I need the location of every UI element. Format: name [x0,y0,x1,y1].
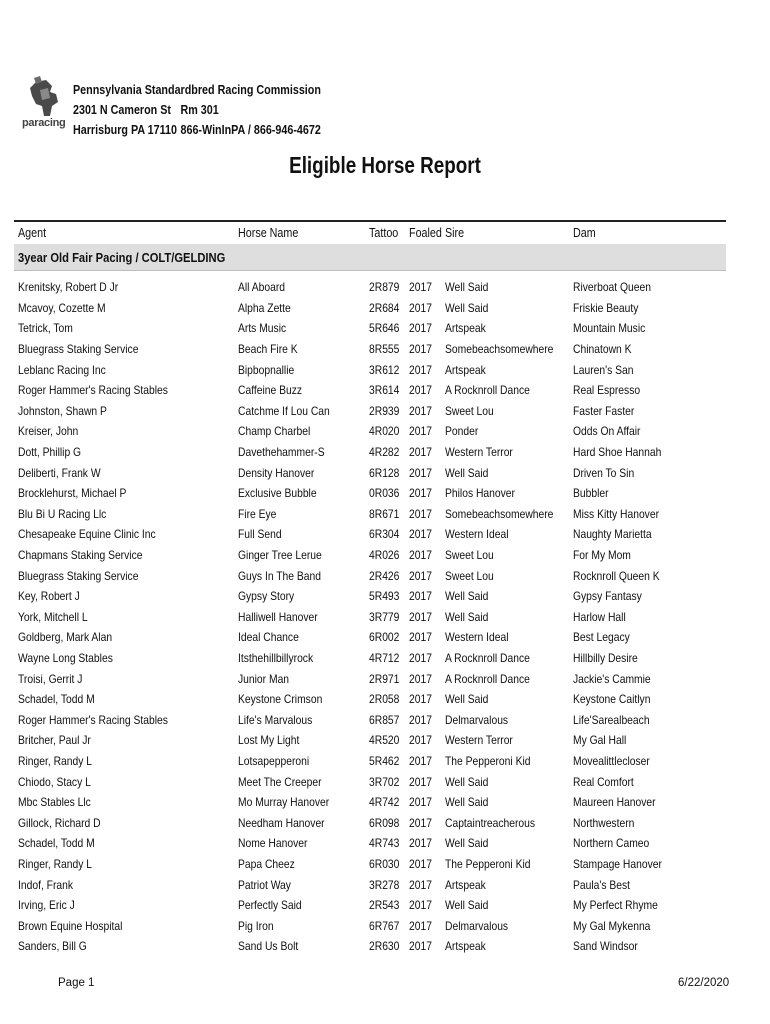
table-row [14,751,726,772]
cell-horse-name: Fire Eye [238,506,277,521]
table-row [14,401,726,422]
cell-dam: Sand Windsor [573,939,638,954]
cell-sire: Well Said [445,774,489,789]
cell-foaled: 2017 [409,383,432,398]
table-row [14,627,726,648]
table-row [14,854,726,875]
cell-dam: Movealittlecloser [573,753,650,768]
table-row [14,689,726,710]
cell-foaled: 2017 [409,589,432,604]
cell-sire: Well Said [445,898,489,913]
cell-dam: Chinatown K [573,342,632,357]
cell-foaled: 2017 [409,692,432,707]
table-row [14,483,726,504]
cell-dam: Mountain Music [573,321,646,336]
cell-tattoo: 4R712 [369,650,400,665]
cell-foaled: 2017 [409,609,432,624]
cell-agent: Sanders, Bill G [18,939,87,954]
cell-sire: Well Said [445,465,489,480]
cell-sire: Artspeak [445,877,486,892]
cell-agent: Schadel, Todd M [18,836,95,851]
cell-dam: Real Espresso [573,383,641,398]
table-row [14,442,726,463]
cell-dam: Northwestern [573,815,635,830]
cell-dam: My Perfect Rhyme [573,898,658,913]
cell-tattoo: 6R098 [369,815,400,830]
cell-sire: Western Terror [445,445,513,460]
cell-sire: A Rocknroll Dance [445,650,530,665]
cell-dam: Northern Cameo [573,836,650,851]
cell-agent: Deliberti, Frank W [18,465,101,480]
cell-dam: Rocknroll Queen K [573,568,660,583]
cell-dam: Bubbler [573,486,609,501]
cell-sire: Well Said [445,609,489,624]
table-row [14,277,726,298]
cell-tattoo: 5R493 [369,589,400,604]
cell-agent: Goldberg, Mark Alan [18,630,113,645]
cell-sire: A Rocknroll Dance [445,383,530,398]
cell-foaled: 2017 [409,939,432,954]
cell-foaled: 2017 [409,795,432,810]
cell-agent: Indof, Frank [18,877,74,892]
table-row [14,812,726,833]
cell-sire: Artspeak [445,362,486,377]
table-body [14,277,726,957]
cell-sire: Well Said [445,692,489,707]
cell-horse-name: All Aboard [238,280,286,295]
cell-sire: Delmarvalous [445,918,509,933]
cell-foaled: 2017 [409,280,432,295]
cell-sire: A Rocknroll Dance [445,671,530,686]
cell-sire: Sweet Lou [445,568,494,583]
cell-foaled: 2017 [409,630,432,645]
cell-agent: Brown Equine Hospital [18,918,123,933]
cell-agent: Schadel, Todd M [18,692,95,707]
cell-tattoo: 2R879 [369,280,400,295]
cell-dam: Odds On Affair [573,424,641,439]
cell-horse-name: Papa Cheez [238,856,295,871]
cell-agent: Chesapeake Equine Clinic Inc [18,527,156,542]
cell-dam: My Gal Hall [573,733,627,748]
cell-horse-name: Catchme If Lou Can [238,403,330,418]
cell-tattoo: 6R030 [369,856,400,871]
cell-tattoo: 8R671 [369,506,400,521]
cell-dam: Friskie Beauty [573,300,639,315]
table-row [14,607,726,628]
cell-agent: Roger Hammer's Racing Stables [18,712,168,727]
cell-agent: Ringer, Randy L [18,753,93,768]
cell-agent: York, Mitchell L [18,609,88,624]
cell-foaled: 2017 [409,403,432,418]
cell-foaled: 2017 [409,877,432,892]
cell-horse-name: Junior Man [238,671,290,686]
cell-tattoo: 4R026 [369,548,400,563]
cell-agent: Irving, Eric J [18,898,75,913]
table-row [14,504,726,525]
cell-dam: Maureen Hanover [573,795,656,810]
cell-foaled: 2017 [409,712,432,727]
table-row [14,524,726,545]
cell-agent: Krenitsky, Robert D Jr [18,280,119,295]
cell-horse-name: Full Send [238,527,282,542]
cell-sire: Artspeak [445,321,486,336]
cell-sire: Somebeachsomewhere [445,342,554,357]
cell-tattoo: 6R767 [369,918,400,933]
table-row [14,895,726,916]
cell-horse-name: Guys In The Band [238,568,322,583]
cell-horse-name: Beach Fire K [238,342,298,357]
cell-sire: Well Said [445,836,489,851]
cell-horse-name: Alpha Zette [238,300,291,315]
cell-agent: Leblanc Racing Inc [18,362,106,377]
cell-agent: Johnston, Shawn P [18,403,107,418]
cell-dam: Riverboat Queen [573,280,652,295]
cell-tattoo: 6R128 [369,465,400,480]
cell-tattoo: 2R543 [369,898,400,913]
cell-tattoo: 6R002 [369,630,400,645]
cell-sire: Delmarvalous [445,712,509,727]
cell-foaled: 2017 [409,424,432,439]
cell-agent: Tetrick, Tom [18,321,73,336]
cell-tattoo: 3R278 [369,877,400,892]
logo-wordmark: paracing [22,117,66,129]
cell-agent: Chiodo, Stacy L [18,774,91,789]
cell-horse-name: Caffeine Buzz [238,383,303,398]
table-row [14,668,726,689]
cell-agent: Mcavoy, Cozette M [18,300,106,315]
page-number: Page 1 [58,977,95,989]
cell-horse-name: Mo Murray Hanover [238,795,330,810]
cell-tattoo: 2R939 [369,403,400,418]
cell-horse-name: Gypsy Story [238,589,295,604]
phone-numbers: 866-WinInPA / 866-946-4672 [180,123,321,137]
cell-horse-name: Perfectly Said [238,898,302,913]
cell-tattoo: 4R742 [369,795,400,810]
cell-agent: Britcher, Paul Jr [18,733,91,748]
cell-foaled: 2017 [409,898,432,913]
cell-dam: Paula's Best [573,877,631,892]
cell-foaled: 2017 [409,300,432,315]
cell-sire: The Pepperoni Kid [445,753,531,768]
cell-tattoo: 8R555 [369,342,400,357]
org-name: Pennsylvania Standardbred Racing Commission [73,83,321,97]
cell-horse-name: Itsthehillbillyrock [238,650,314,665]
cell-sire: Western Terror [445,733,513,748]
table-row [14,874,726,895]
cell-sire: Sweet Lou [445,548,494,563]
cell-tattoo: 2R426 [369,568,400,583]
cell-dam: For My Mom [573,548,631,563]
table-row [14,648,726,669]
table-row [14,565,726,586]
table-row [14,915,726,936]
cell-tattoo: 6R304 [369,527,400,542]
cell-foaled: 2017 [409,527,432,542]
cell-sire: Western Ideal [445,527,509,542]
cell-agent: Wayne Long Stables [18,650,113,665]
col-sire: Sire [445,226,465,240]
table-row [14,298,726,319]
cell-sire: Artspeak [445,939,486,954]
cell-agent: Roger Hammer's Racing Stables [18,383,168,398]
cell-horse-name: Davethehammer-S [238,445,325,460]
cell-foaled: 2017 [409,362,432,377]
cell-sire: Captaintreacherous [445,815,536,830]
col-tattoo: Tattoo [369,226,399,240]
cell-tattoo: 5R462 [369,753,400,768]
cell-foaled: 2017 [409,733,432,748]
cell-horse-name: Halliwell Hanover [238,609,318,624]
cell-dam: Hillbilly Desire [573,650,638,665]
group-heading-label: 3year Old Fair Pacing / COLT/GELDING [18,249,226,265]
cell-foaled: 2017 [409,918,432,933]
cell-horse-name: Patriot Way [238,877,291,892]
cell-tattoo: 6R857 [369,712,400,727]
cell-foaled: 2017 [409,568,432,583]
cell-horse-name: Needham Hanover [238,815,325,830]
cell-horse-name: Bipbopnallie [238,362,295,377]
cell-dam: Lauren's San [573,362,634,377]
cell-dam: My Gal Mykenna [573,918,651,933]
cell-dam: Life'Sarealbeach [573,712,650,727]
cell-tattoo: 3R702 [369,774,400,789]
cell-sire: Well Said [445,300,489,315]
cell-foaled: 2017 [409,445,432,460]
cell-sire: Philos Hanover [445,486,515,501]
cell-dam: Stampage Hanover [573,856,662,871]
table-row [14,771,726,792]
group-heading [14,244,726,271]
cell-foaled: 2017 [409,465,432,480]
cell-horse-name: Arts Music [238,321,287,336]
table-row [14,792,726,813]
cell-agent: Dott, Phillip G [18,445,82,460]
cell-sire: Well Said [445,589,489,604]
cell-dam: Faster Faster [573,403,635,418]
cell-horse-name: Sand Us Bolt [238,939,299,954]
cell-agent: Key, Robert J [18,589,80,604]
table-row [14,709,726,730]
commission-address [73,80,321,140]
cell-dam: Real Comfort [573,774,634,789]
cell-foaled: 2017 [409,650,432,665]
city-state-zip: Harrisburg PA 17110 [73,123,177,137]
cell-horse-name: Pig Iron [238,918,274,933]
table-row [14,359,726,380]
cell-sire: Well Said [445,280,489,295]
table-row [14,462,726,483]
cell-horse-name: Lotsapepperoni [238,753,310,768]
col-horse-name: Horse Name [238,226,299,240]
cell-horse-name: Nome Hanover [238,836,308,851]
cell-agent: Troisi, Gerrit J [18,671,83,686]
cell-sire: Western Ideal [445,630,509,645]
cell-tattoo: 2R971 [369,671,400,686]
cell-dam: Jackie's Cammie [573,671,651,686]
cell-sire: Well Said [445,795,489,810]
cell-foaled: 2017 [409,486,432,501]
cell-horse-name: Ginger Tree Lerue [238,548,322,563]
cell-foaled: 2017 [409,548,432,563]
cell-dam: Gypsy Fantasy [573,589,642,604]
cell-agent: Kreiser, John [18,424,79,439]
cell-tattoo: 2R630 [369,939,400,954]
cell-dam: Hard Shoe Hannah [573,445,662,460]
cell-dam: Harlow Hall [573,609,626,624]
cell-tattoo: 4R743 [369,836,400,851]
cell-foaled: 2017 [409,321,432,336]
cell-dam: Best Legacy [573,630,630,645]
report-title: Eligible Horse Report [289,152,481,178]
cell-foaled: 2017 [409,506,432,521]
cell-tattoo: 4R282 [369,445,400,460]
cell-foaled: 2017 [409,753,432,768]
cell-agent: Gillock, Richard D [18,815,101,830]
cell-agent: Mbc Stables Llc [18,795,91,810]
cell-horse-name: Density Hanover [238,465,315,480]
cell-foaled: 2017 [409,836,432,851]
report-date: 6/22/2020 [678,977,730,989]
cell-agent: Brocklehurst, Michael P [18,486,127,501]
table-row [14,421,726,442]
cell-dam: Miss Kitty Hanover [573,506,660,521]
cell-foaled: 2017 [409,342,432,357]
cell-dam: Naughty Marietta [573,527,652,542]
table-row [14,936,726,957]
cell-tattoo: 2R058 [369,692,400,707]
cell-dam: Driven To Sin [573,465,635,480]
cell-horse-name: Lost My Light [238,733,300,748]
cell-tattoo: 5R646 [369,321,400,336]
cell-agent: Chapmans Staking Service [18,548,143,563]
cell-tattoo: 4R020 [369,424,400,439]
cell-horse-name: Champ Charbel [238,424,311,439]
room-number: Rm 301 [180,103,219,117]
street-address: 2301 N Cameron St [73,103,171,117]
cell-sire: Ponder [445,424,479,439]
cell-agent: Bluegrass Staking Service [18,342,139,357]
col-dam: Dam [573,226,596,240]
cell-tattoo: 3R614 [369,383,400,398]
cell-sire: Sweet Lou [445,403,494,418]
cell-horse-name: Ideal Chance [238,630,299,645]
cell-dam: Keystone Caitlyn [573,692,651,707]
cell-tattoo: 0R036 [369,486,400,501]
cell-tattoo: 3R779 [369,609,400,624]
table-row [14,339,726,360]
cell-agent: Ringer, Randy L [18,856,93,871]
table-row [14,380,726,401]
table-row [14,730,726,751]
cell-foaled: 2017 [409,815,432,830]
table-row [14,318,726,339]
table-header [14,220,726,244]
col-agent: Agent [18,226,47,240]
col-foaled: Foaled [409,226,442,240]
eligible-horse-table [14,220,726,957]
cell-horse-name: Meet The Creeper [238,774,322,789]
cell-tattoo: 4R520 [369,733,400,748]
cell-sire: Somebeachsomewhere [445,506,554,521]
table-row [14,586,726,607]
cell-foaled: 2017 [409,774,432,789]
table-row [14,833,726,854]
cell-agent: Bluegrass Staking Service [18,568,139,583]
cell-foaled: 2017 [409,671,432,686]
cell-horse-name: Life's Marvalous [238,712,313,727]
cell-tattoo: 2R684 [369,300,400,315]
cell-horse-name: Exclusive Bubble [238,486,317,501]
cell-tattoo: 3R612 [369,362,400,377]
cell-foaled: 2017 [409,856,432,871]
cell-agent: Blu Bi U Racing Llc [18,506,107,521]
cell-horse-name: Keystone Crimson [238,692,323,707]
cell-sire: The Pepperoni Kid [445,856,531,871]
table-row [14,545,726,566]
